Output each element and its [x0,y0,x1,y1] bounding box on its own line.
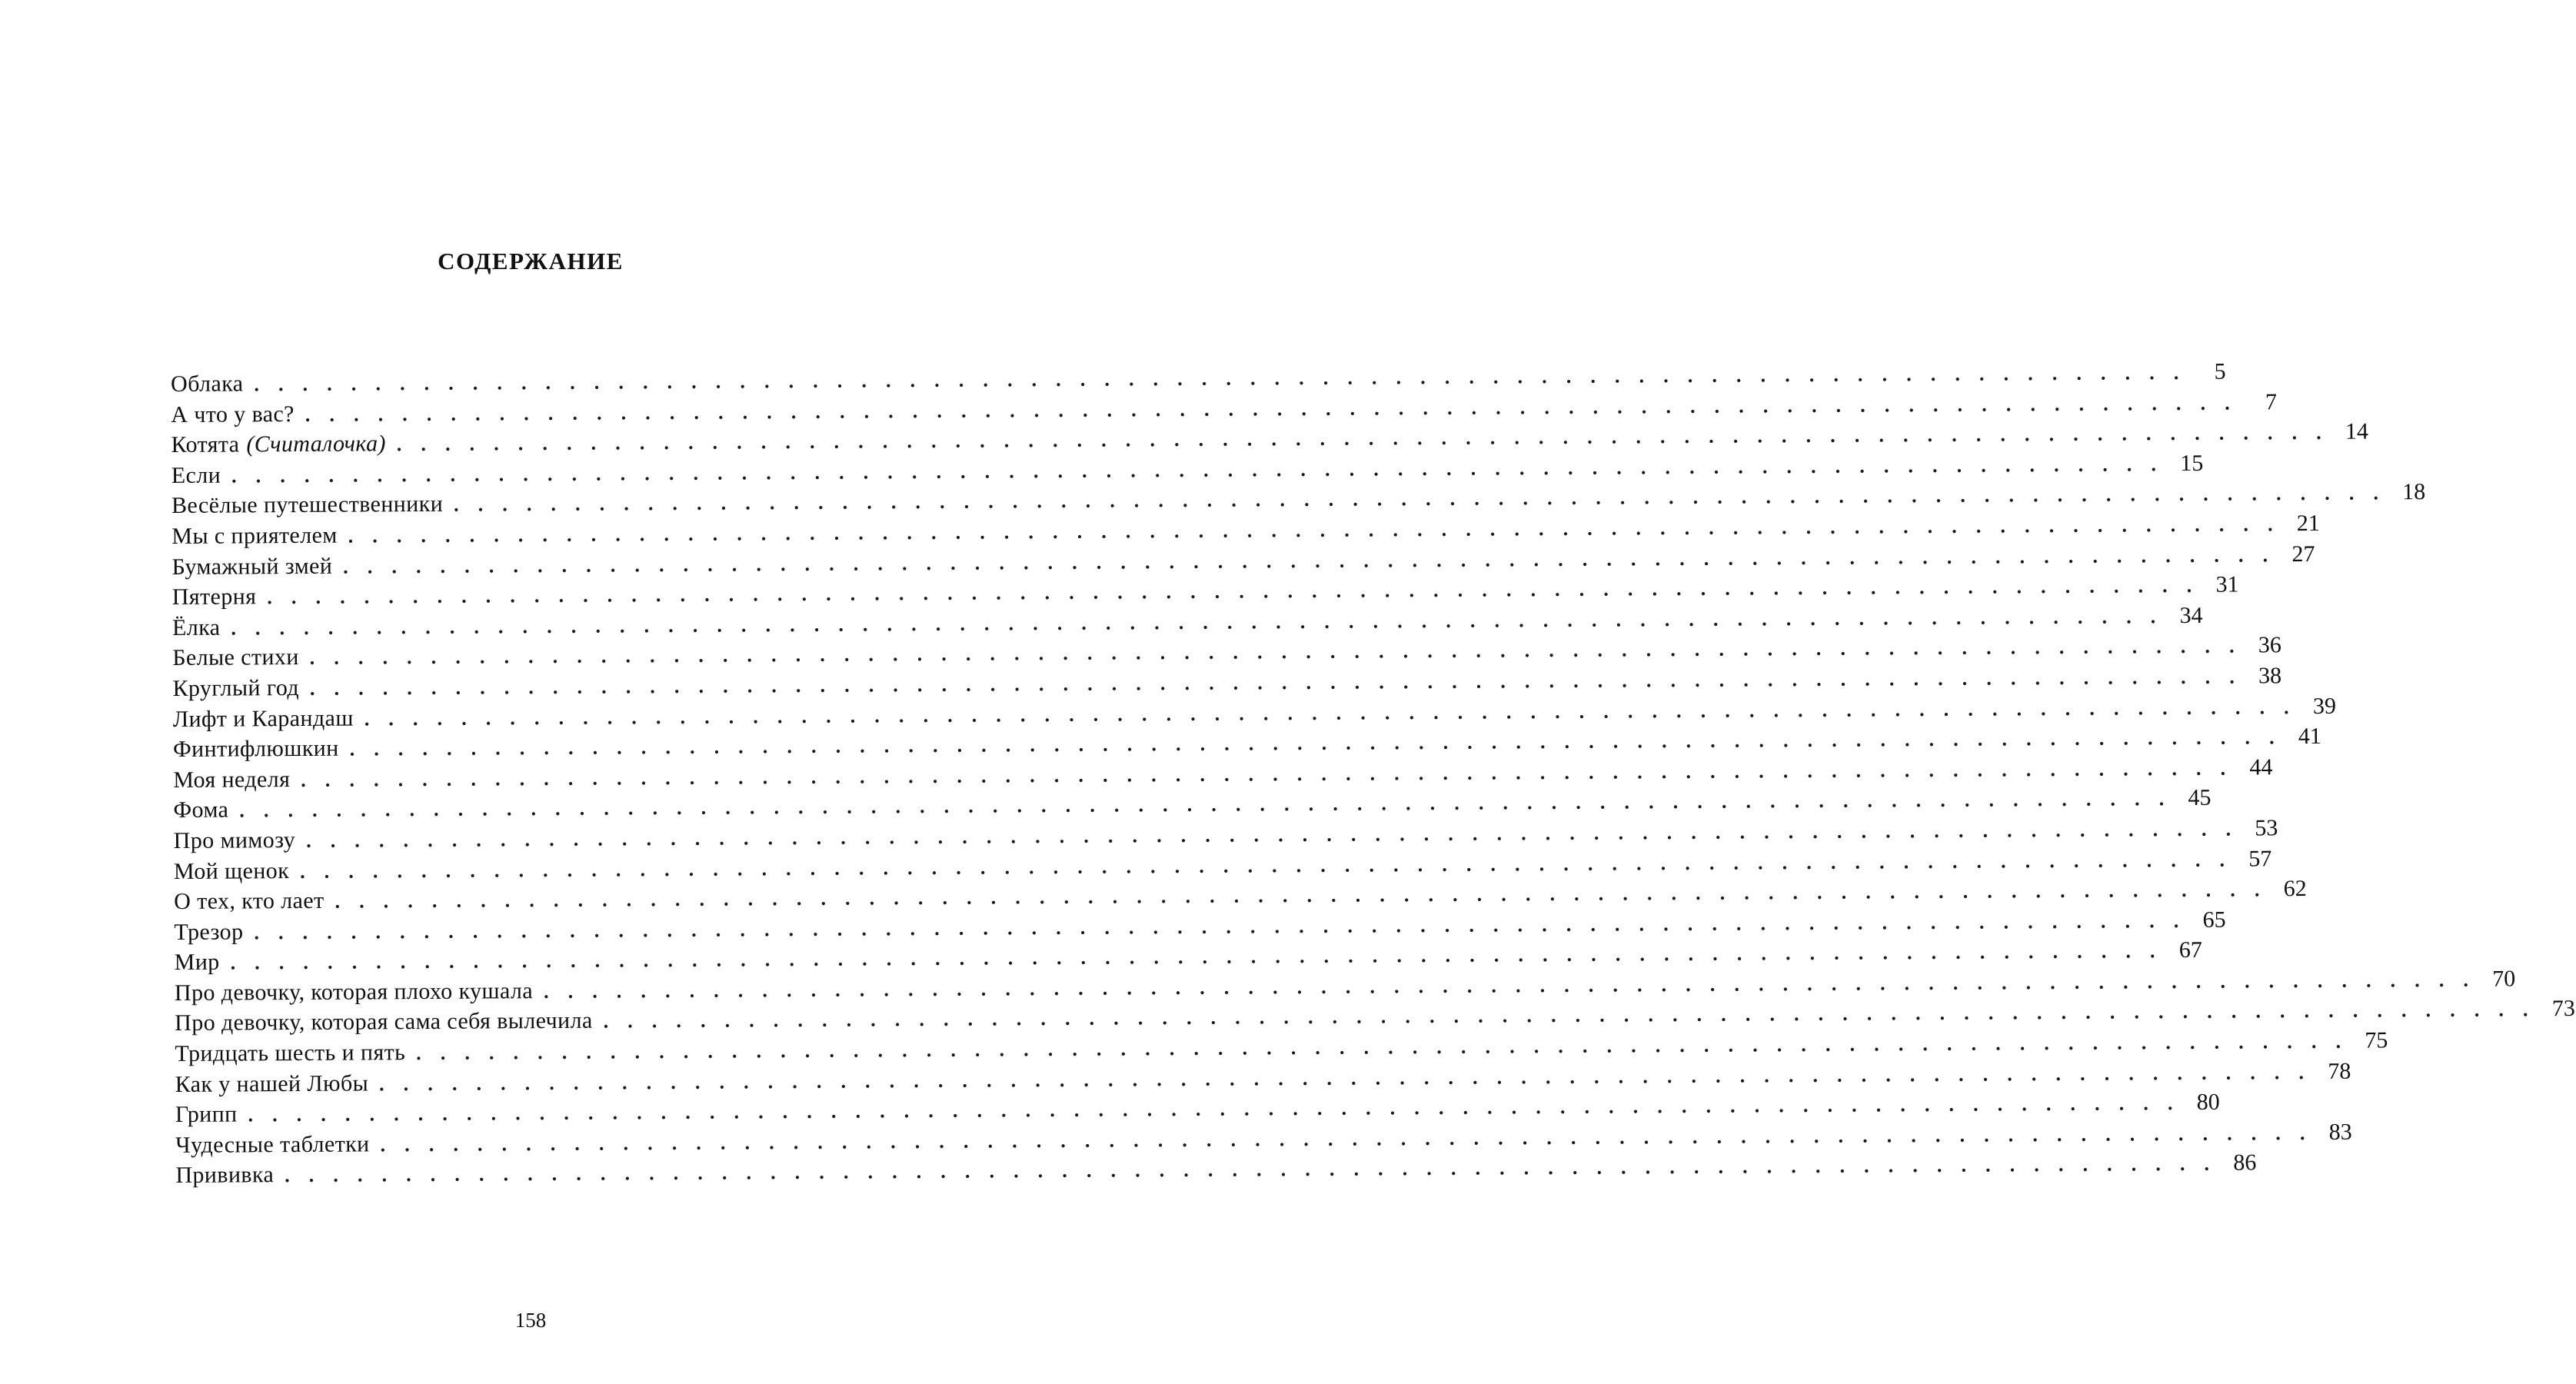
table-of-contents [171,358,2575,1191]
dot-leader: . . . . . . . . . . . . . . . . . . . . . . . . . . . . . . . . . . . . . . . . . . . . . . . . . . . . . . . . . . . . . . . . . . . . . . . . . . . . . . . . [239,787,2172,822]
dot-leader: . . . . . . . . . . . . . . . . . . . . . . . . . . . . . . . . . . . . . . . . . . . . . . . . . . . . . . . . . . . . . . . . . . . . . . . . . . . . . . . . [309,634,2242,670]
toc-entry-title-text: Как у нашей Любы [175,1070,369,1097]
toc-entry-title [173,764,290,796]
toc-entry [172,632,2281,674]
toc-entry [171,571,2239,612]
toc-entry-title [172,673,299,704]
toc-entry-title-text: Лифт и Карандаш [172,705,354,732]
toc-entry-title [173,703,354,734]
toc-entry-page: 80 [2196,1089,2220,1116]
toc-entry-title [175,947,220,978]
toc-entry-title-text: Белые стихи [172,644,299,671]
toc-entry-title [174,825,296,857]
toc-entry [175,1149,2257,1191]
toc-entry-title-text: Пятерня [171,584,257,610]
toc-entry [172,693,2337,734]
toc-entry-title [173,734,339,765]
contents-heading: СОДЕРЖАНИЕ [438,248,624,274]
toc-entry-page: 41 [2298,724,2321,750]
toc-entry [174,966,2516,1008]
toc-entry [171,541,2315,582]
dot-leader: . . . . . . . . . . . . . . . . . . . . . . . . . . . . . . . . . . . . . . . . . . . . . . . . . . . . . . . . . . . . . . . . . . . . . . . . . . . . . . . . [334,878,2267,913]
toc-entry-page: 75 [2365,1027,2388,1053]
toc-entry-title [174,856,289,887]
dot-leader: . . . . . . . . . . . . . . . . . . . . . . . . . . . . . . . . . . . . . . . . . . . . . . . . . . . . . . . . . . . . . . . . . . . . . . . . . . . . . . . . [348,513,2280,547]
toc-entry-page: 7 [2265,388,2278,414]
toc-entry-page: 27 [2291,541,2315,567]
dot-leader: . . . . . . . . . . . . . . . . . . . . . . . . . . . . . . . . . . . . . . . . . . . . . . . . . . . . . . . . . . . . . . . . . . . . . . . . . . . . . . . . [254,909,2186,944]
dot-leader: . . . . . . . . . . . . . . . . . . . . . . . . . . . . . . . . . . . . . . . . . . . . . . . . . . . . . . . . . . . . . . . . . . . . . . . . . . . . . . . . [396,421,2329,456]
dot-leader: . . . . . . . . . . . . . . . . . . . . . . . . . . . . . . . . . . . . . . . . . . . . . . . . . . . . . . . . . . . . . . . . . . . . . . . . . . . . . . . . [543,968,2476,1003]
toc-entry [171,418,2369,460]
toc-entry-page: 57 [2248,845,2272,872]
dot-leader: . . . . . . . . . . . . . . . . . . . . . . . . . . . . . . . . . . . . . . . . . . . . . . . . . . . . . . . . . . . . . . . . . . . . . . . . . . . . . . . . [231,452,2164,487]
toc-entry-page: 38 [2258,663,2282,689]
toc-entry-title-text: Трезор [174,919,244,945]
toc-entry-title-text: Про девочку, которая сама себя вылечила [175,1008,593,1036]
dot-leader: . . . . . . . . . . . . . . . . . . . . . . . . . . . . . . . . . . . . . . . . . . . . . . . . . . . . . . . . . . . . . . . . . . . . . . . . . . . . . . . . [300,848,2232,883]
toc-entry-title [171,399,295,431]
page-number: 158 [514,1309,547,1332]
dot-leader: . . . . . . . . . . . . . . . . . . . . . . . . . . . . . . . . . . . . . . . . . . . . . . . . . . . . . . . . . . . . . . . . . . . . . . . . . . . . . . . . [254,361,2186,396]
toc-entry [174,907,2226,947]
toc-entry-page: 70 [2492,966,2516,992]
toc-entry-title-text: Мой щенок [173,857,290,884]
toc-entry-title-text: Круглый год [172,674,300,701]
toc-entry [175,1119,2352,1160]
toc-entry [175,1089,2220,1130]
toc-entry-title-text: Котята [171,431,240,458]
toc-entry-page: 18 [2402,479,2426,505]
toc-entry-title-text: Тридцать шесть и пять [175,1040,406,1067]
toc-entry-page: 83 [2328,1119,2352,1145]
toc-entry [175,1058,2351,1100]
toc-entry [171,510,2320,551]
toc-entry-page: 45 [2188,785,2212,811]
toc-entry [173,785,2212,826]
toc-entry [173,845,2272,887]
toc-entry-title-text: Моя неделя [173,766,291,793]
toc-entry-page: 44 [2249,754,2273,780]
dot-leader: . . . . . . . . . . . . . . . . . . . . . . . . . . . . . . . . . . . . . . . . . . . . . . . . . . . . . . . . . . . . . . . . . . . . . . . . . . . . . . . . [230,940,2162,974]
dot-leader: . . . . . . . . . . . . . . . . . . . . . . . . . . . . . . . . . . . . . . . . . . . . . . . . . . . . . . . . . . . . . . . . . . . . . . . . . . . . . . . . [285,1153,2217,1187]
toc-entry-title-text: Мы с приятелем [171,522,338,549]
toc-entry-title [171,428,385,460]
toc-entry-title-text: А что у вас? [171,401,295,428]
dot-leader: . . . . . . . . . . . . . . . . . . . . . . . . . . . . . . . . . . . . . . . . . . . . . . . . . . . . . . . . . . . . . . . . . . . . . . . . . . . . . . . . [454,481,2386,517]
toc-entry-page: 14 [2345,418,2369,444]
toc-entry [171,602,2203,643]
toc-entry-page: 5 [2214,358,2226,384]
toc-entry-title [175,1068,369,1100]
toc-entry-title-text: Про девочку, которая плохо кушала [174,978,534,1006]
dot-leader: . . . . . . . . . . . . . . . . . . . . . . . . . . . . . . . . . . . . . . . . . . . . . . . . . . . . . . . . . . . . . . . . . . . . . . . . . . . . . . . . [416,1030,2348,1065]
toc-entry-title-text: Облака [171,371,244,397]
toc-entry [171,450,2204,491]
dot-leader: . . . . . . . . . . . . . . . . . . . . . . . . . . . . . . . . . . . . . . . . . . . . . . . . . . . . . . . . . . . . . . . . . . . . . . . . . . . . . . . . [343,543,2275,578]
toc-entry-title-text: Фома [173,797,229,823]
toc-entry-title [171,521,338,552]
toc-entry-title-text: Прививка [175,1162,275,1189]
toc-entry-page: 39 [2312,693,2337,719]
toc-entry-page: 78 [2328,1058,2351,1084]
toc-entry-title [173,795,228,826]
dot-leader: . . . . . . . . . . . . . . . . . . . . . . . . . . . . . . . . . . . . . . . . . . . . . . . . . . . . . . . . . . . . . . . . . . . . . . . . . . . . . . . . [309,665,2242,700]
toc-entry-page: 21 [2296,510,2320,537]
toc-entry [173,754,2273,795]
toc-entry-title [172,612,221,643]
toc-entry-title [174,917,243,947]
dot-leader: . . . . . . . . . . . . . . . . . . . . . . . . . . . . . . . . . . . . . . . . . . . . . . . . . . . . . . . . . . . . . . . . . . . . . . . . . . . . . . . . [305,391,2238,426]
toc-entry-subtitle: (Считалочка) [246,431,386,457]
dot-leader: . . . . . . . . . . . . . . . . . . . . . . . . . . . . . . . . . . . . . . . . . . . . . . . . . . . . . . . . . . . . . . . . . . . . . . . . . . . . . . . . [380,1121,2312,1156]
toc-entry-page: 65 [2202,907,2226,933]
toc-entry-title [175,976,533,1008]
toc-entry-page: 36 [2258,632,2281,658]
toc-entry-title-text: Грипп [175,1101,238,1128]
dot-leader: . . . . . . . . . . . . . . . . . . . . . . . . . . . . . . . . . . . . . . . . . . . . . . . . . . . . . . . . . . . . . . . . . . . . . . . . . . . . . . . . [267,574,2199,609]
toc-entry-title [175,1160,274,1191]
dot-leader: . . . . . . . . . . . . . . . . . . . . . . . . . . . . . . . . . . . . . . . . . . . . . . . . . . . . . . . . . . . . . . . . . . . . . . . . . . . . . . . . [248,1092,2180,1126]
toc-entry-title-text: Мир [174,949,220,976]
toc-entry [175,1027,2388,1069]
dot-leader: . . . . . . . . . . . . . . . . . . . . . . . . . . . . . . . . . . . . . . . . . . . . . . . . . . . . . . . . . . . . . . . . . . . . . . . . . . . . . . . . [306,817,2238,852]
toc-entry-title-text: Весёлые путешественники [171,491,444,519]
toc-entry-page: 15 [2180,450,2204,476]
dot-leader: . . . . . . . . . . . . . . . . . . . . . . . . . . . . . . . . . . . . . . . . . . . . . . . . . . . . . . . . . . . . . . . . . . . . . . . . . . . . . . . . [364,695,2297,730]
dot-leader: . . . . . . . . . . . . . . . . . . . . . . . . . . . . . . . . . . . . . . . . . . . . . . . . . . . . . . . . . . . . . . . . . . . . . . . . . . . . . . . . [231,604,2163,640]
toc-entry-page: 34 [2179,602,2203,628]
toc-entry-title-text: Про мимозу [173,827,296,853]
toc-entry-page: 62 [2283,876,2307,902]
toc-entry-title-text: Чудесные таблетки [175,1131,370,1158]
toc-entry [171,358,2226,399]
toc-entry [171,479,2426,521]
dot-leader: . . . . . . . . . . . . . . . . . . . . . . . . . . . . . . . . . . . . . . . . . . . . . . . . . . . . . . . . . . . . . . . . . . . . . . . . . . . . . . . . [603,998,2535,1033]
toc-entry [174,937,2202,978]
toc-entry [171,388,2278,430]
toc-entry-title-text: Ёлка [171,614,221,640]
toc-entry-title [171,368,244,399]
toc-entry [175,996,2575,1039]
toc-entry-title [171,551,332,582]
toc-entry-title-text: Бумажный змей [171,553,333,580]
toc-entry-title [174,886,324,917]
toc-entry-title [171,489,443,521]
toc-entry-title [172,642,299,674]
toc-entry-page: 31 [2215,571,2239,597]
toc-entry-title-text: Финтифлюшкин [172,735,339,763]
toc-entry [172,663,2282,704]
toc-entry-title-text: О тех, кто лает [174,887,324,915]
toc-entry-title [175,1100,238,1130]
dot-leader: . . . . . . . . . . . . . . . . . . . . . . . . . . . . . . . . . . . . . . . . . . . . . . . . . . . . . . . . . . . . . . . . . . . . . . . . . . . . . . . . [379,1060,2311,1096]
toc-entry-page: 86 [2233,1149,2257,1176]
toc-entry-page: 73 [2551,996,2575,1022]
toc-entry-page: 53 [2255,815,2278,841]
toc-entry-title [175,1006,593,1039]
dot-leader: . . . . . . . . . . . . . . . . . . . . . . . . . . . . . . . . . . . . . . . . . . . . . . . . . . . . . . . . . . . . . . . . . . . . . . . . . . . . . . . . [301,757,2233,791]
toc-entry [172,724,2321,764]
toc-entry-title [175,1129,370,1160]
toc-entry [174,876,2307,917]
toc-entry [173,815,2278,856]
dot-leader: . . . . . . . . . . . . . . . . . . . . . . . . . . . . . . . . . . . . . . . . . . . . . . . . . . . . . . . . . . . . . . . . . . . . . . . . . . . . . . . . [349,726,2281,760]
toc-entry-page: 67 [2178,937,2202,963]
toc-entry-title [172,581,257,612]
toc-entry-title [175,1037,405,1069]
toc-entry-title [171,460,221,491]
toc-entry-title-text: Если [171,462,221,488]
